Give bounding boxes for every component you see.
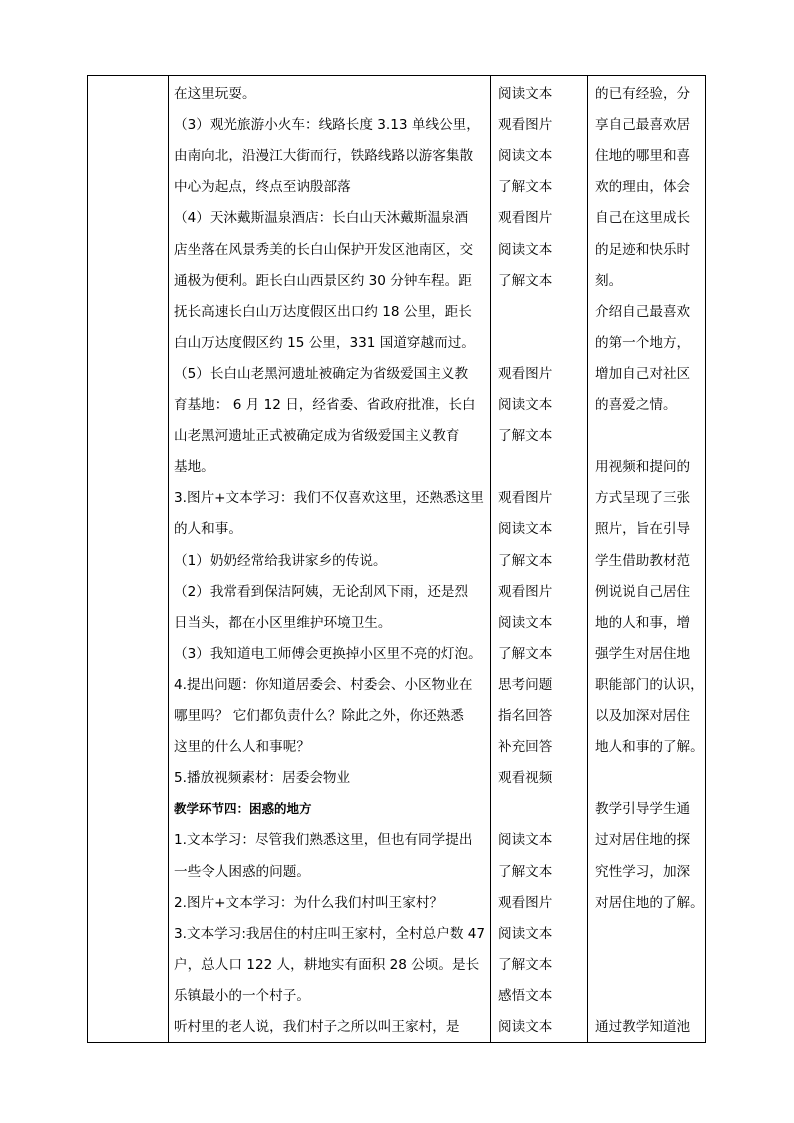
- intent-line: 地的人和事，增: [595, 614, 691, 631]
- activity-line: 观看图片: [498, 490, 553, 507]
- content-line: 基地。: [174, 459, 215, 476]
- activity-line: 观看图片: [498, 583, 553, 600]
- content-line: 听村里的老人说，我们村子之所以叫王家村，是: [174, 1019, 460, 1035]
- content-line: 店坐落在风景秀美的长白山保护开发区池南区，交: [174, 241, 474, 258]
- activity-line: 了解文本: [498, 645, 553, 662]
- activity-line: 阅读文本: [498, 241, 553, 258]
- activity-line: 观看图片: [498, 210, 553, 227]
- activity-line: 感悟文本: [498, 987, 553, 1004]
- design-intent-column: [587, 76, 705, 1042]
- content-line: 3.文本学习:我居住的村庄叫王家村，全村总户数 47: [174, 925, 486, 942]
- activity-line: 了解文本: [498, 428, 553, 445]
- content-line: 在这里玩耍。: [174, 86, 256, 102]
- section-heading: 教学环节四：困惑的地方: [174, 801, 312, 817]
- intent-line: 职能部门的认识，: [595, 676, 704, 693]
- intent-line: 强学生对居住地: [595, 645, 691, 662]
- activity-line: 了解文本: [498, 552, 553, 569]
- intent-line: 的喜爱之情。: [595, 397, 677, 413]
- activity-line: 阅读文本: [498, 925, 553, 942]
- activity-line: 观看图片: [498, 365, 553, 382]
- activity-line: 思考问题: [498, 676, 553, 693]
- intent-line: 自己在这里成长: [595, 210, 691, 227]
- content-line: 通极为便利。距长白山西景区约 30 分钟车程。距: [174, 272, 472, 289]
- intent-line: 享自己最喜欢居: [595, 117, 691, 134]
- content-line: 乐镇最小的一个村子。: [174, 987, 310, 1004]
- content-line: 由南向北，沿漫江大街而行，铁路线路以游客集散: [174, 148, 474, 165]
- activity-line: 观看图片: [498, 894, 553, 911]
- intent-line: 照片，旨在引导: [595, 521, 691, 538]
- activity-line: 阅读文本: [498, 148, 553, 165]
- activity-line: 了解文本: [498, 272, 553, 289]
- intent-line: 地人和事的了解。: [595, 739, 704, 756]
- content-line: 抚长高速长白山万达度假区出口约 18 公里，距长: [174, 303, 472, 320]
- student-activity-column: [490, 76, 587, 1042]
- content-line: 日当头，都在小区里维护环境卫生。: [174, 614, 392, 631]
- intent-line: 介绍自己最喜欢: [595, 303, 691, 320]
- content-line: 育基地： 6 月 12 日，经省委、省政府批准，长白: [174, 397, 476, 413]
- content-line: 4.提出问题：你知道居委会、村委会、小区物业在: [174, 676, 473, 693]
- content-line: 的人和事。: [174, 521, 242, 538]
- activity-line: 阅读文本: [498, 86, 553, 102]
- content-line: （3）观光旅游小火车：线路长度 3.13 单线公里，: [174, 117, 480, 134]
- activity-line: 阅读文本: [498, 521, 553, 538]
- intent-line: 教学引导学生通: [595, 801, 691, 818]
- intent-line: 欢的理由，体会: [595, 179, 691, 196]
- content-line: 哪里吗？ 它们都负责什么？除此之外，你还熟悉: [174, 708, 464, 724]
- content-line: 1.文本学习：尽管我们熟悉这里，但也有同学提出: [174, 832, 473, 849]
- intent-line: 过对居住地的探: [595, 832, 691, 849]
- stage-column: [88, 76, 168, 1042]
- content-line: 5.播放视频素材：居委会物业: [174, 770, 351, 787]
- intent-line: 的已有经验，分: [595, 86, 691, 102]
- intent-line: 住地的哪里和喜: [595, 148, 691, 165]
- content-line: 白山万达度假区约 15 公里，331 国道穿越而过。: [174, 334, 475, 351]
- intent-line: 学生借助教材范: [595, 552, 691, 569]
- content-line: （2）我常看到保洁阿姨，无论刮风下雨，还是烈: [174, 583, 469, 600]
- content-line: （1）奶奶经常给我讲家乡的传说。: [174, 552, 387, 569]
- content-line: 3.图片+文本学习：我们不仅喜欢这里，还熟悉这里: [174, 490, 484, 507]
- intent-line: 方式呈现了三张: [595, 490, 691, 507]
- intent-line: 通过教学知道池: [595, 1019, 691, 1035]
- intent-line: 刻。: [595, 272, 623, 289]
- content-line: 一些令人困惑的问题。: [174, 863, 310, 880]
- content-line: （4）天沐戴斯温泉酒店：长白山天沐戴斯温泉酒: [174, 210, 469, 227]
- activity-line: 了解文本: [498, 863, 553, 880]
- activity-line: 了解文本: [498, 179, 553, 196]
- intent-line: 以及加深对居住: [595, 708, 691, 724]
- activity-line: 观看图片: [498, 117, 553, 134]
- activity-line: 阅读文本: [498, 614, 553, 631]
- activity-line: 阅读文本: [498, 1019, 553, 1035]
- content-line: 户，总人口 122 人，耕地实有面积 28 公顷。是长: [174, 956, 480, 973]
- intent-line: 的第一个地方，: [595, 334, 691, 351]
- intent-line: 究性学习，加深: [595, 863, 691, 880]
- content-line: 中心为起点，终点至讷殷部落: [174, 179, 351, 196]
- intent-line: 增加自己对社区: [595, 365, 691, 382]
- teaching-content-column: [168, 76, 490, 1042]
- content-line: 这里的什么人和事呢？: [174, 739, 310, 756]
- content-line: （3）我知道电工师傅会更换掉小区里不亮的灯泡。: [174, 645, 482, 662]
- activity-line: 指名回答: [498, 708, 553, 724]
- intent-line: 对居住地的了解。: [595, 894, 704, 911]
- content-line: （5）长白山老黑河遗址被确定为省级爱国主义教: [174, 365, 469, 382]
- activity-line: 阅读文本: [498, 397, 553, 413]
- lesson-plan-table: [87, 75, 706, 1043]
- activity-line: 了解文本: [498, 956, 553, 973]
- activity-line: 补充回答: [498, 739, 553, 756]
- intent-line: 用视频和提问的: [595, 459, 691, 476]
- content-line: 山老黑河遗址正式被确定成为省级爱国主义教育: [174, 428, 460, 445]
- activity-line: 观看视频: [498, 770, 553, 787]
- intent-line: 的足迹和快乐时: [595, 241, 691, 258]
- content-line: 2.图片+文本学习：为什么我们村叫王家村？: [174, 894, 444, 911]
- activity-line: 阅读文本: [498, 832, 553, 849]
- intent-line: 例说说自己居住: [595, 583, 691, 600]
